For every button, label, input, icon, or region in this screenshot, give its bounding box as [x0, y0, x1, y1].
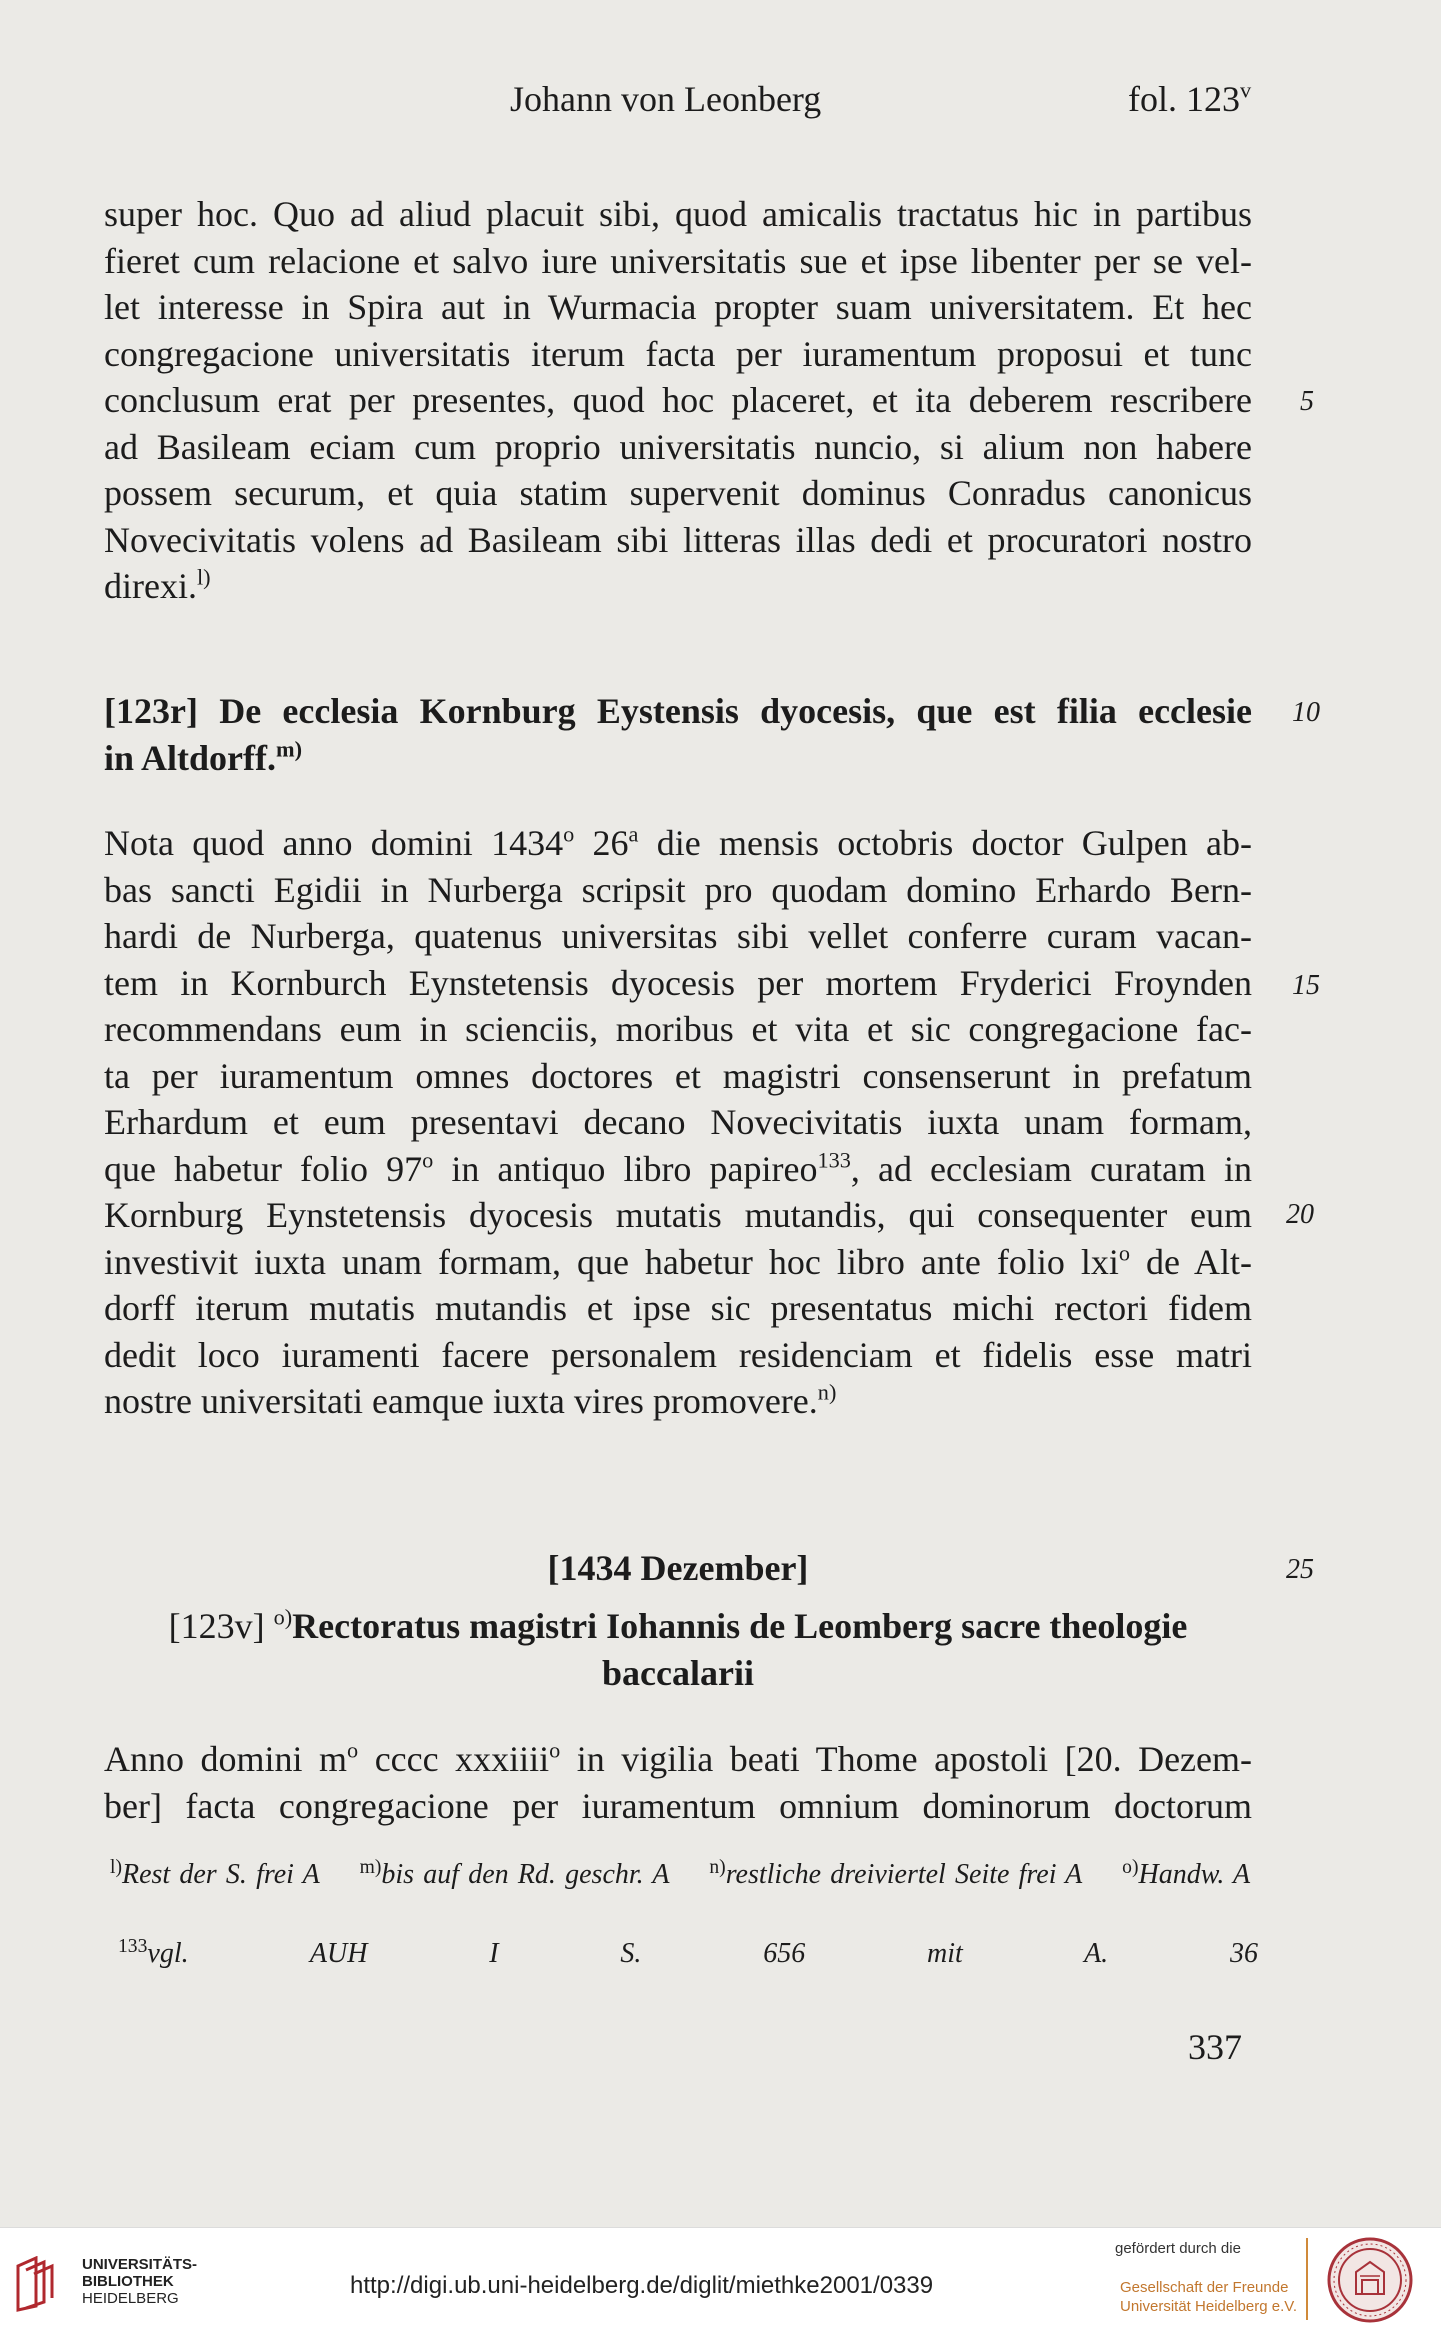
text-line: Anno domini $m^o$ cccc xxxiiii$^o$ in vigilia beati Thome apostoli [20. Dezem- [104, 1737, 1252, 1779]
running-head-title: Johann von Leonberg [510, 79, 822, 119]
text-line: recommendans eum in scienciis, moribus et vita et sic congregacione fac- [104, 1009, 1252, 1049]
text-line: tem in Kornburch Eynstetensis dyocesis per mortem Fryderici Froynden [104, 962, 1252, 1003]
friends-society-name: Gesellschaft der Freunde Universität Heidelberg e.V. [1120, 2279, 1298, 2315]
footnote-line: $^{133}$vgl. AUH I S. 656 mit A. 36 [118, 1936, 1258, 1969]
text-line: Kornburg Eynstetensis dyocesis mutatis mutandis, qui consequenter eum [104, 1195, 1252, 1235]
date-heading: [1434 Dezember] [547, 1548, 809, 1588]
text-line: bas sancti Egidii in Nurberga scripsit pro quodam domino Erhardo Bern- [104, 869, 1252, 910]
line-number: 10 [1292, 697, 1320, 728]
text-line: ber] facta congregacione per iuramentum omnium dominorum doctorum [104, 1785, 1252, 1826]
section-heading-rectoratus [104, 1603, 1252, 1696]
note-marker: l) [196, 564, 211, 590]
text-line: possem securum, et quia statim supervenit dominus Conradus canonicus [104, 473, 1252, 513]
page-number: 337 [1188, 2027, 1242, 2067]
text-line: dorff iterum mutatis mutandis et ipse sic presentatus michi rectori fidem [104, 1288, 1252, 1328]
running-head-folio: fol. 123$^v$ [1128, 77, 1252, 119]
note-marker: m) [276, 736, 303, 762]
line-number: 5 [1300, 386, 1314, 417]
text-line: Novecivitatis volens ad Basileam sibi litteras illas dedi et procuratori nostro [104, 519, 1252, 560]
note-marker: n) [817, 1379, 837, 1405]
text-line: Erhardum et eum presentavi decano Novecivitatis iuxta unam formam, [104, 1102, 1252, 1142]
text-line: congregacione universitatis iterum facta per iuramentum proposui et tunc [104, 333, 1252, 374]
text-line: dedit loco iuramenti facere personalem residenciam et fidelis esse matri [104, 1334, 1252, 1375]
paragraph-1 [104, 191, 1252, 610]
heading-line: [123r] De ecclesia Kornburg Eystensis dyocesis, que est filia ecclesie [104, 691, 1252, 731]
library-name: UNIVERSITÄTS- BIBLIOTHEK HEIDELBERG [82, 2256, 198, 2307]
heading-line: in Altdorff.$^{m)}$ [104, 736, 303, 778]
footnote-marker: 133 [817, 1147, 851, 1173]
text-line: hardi de Nurberga, quatenus universitas sibi vellet conferre curam vacan- [104, 916, 1252, 956]
university-seal-icon [1326, 2236, 1414, 2324]
line-number: 25 [1286, 1554, 1314, 1585]
text-line: fieret cum relacione et salvo iure universitatis sue et ipse libenter per se vel- [104, 240, 1252, 281]
heading-line: [123v] $^{o)}$Rectoratus magistri Iohannis de Leomberg sacre theologie [168, 1604, 1188, 1646]
footnote [118, 1934, 1258, 1974]
note-marker: o) [273, 1604, 293, 1630]
footer-banner [0, 2227, 1441, 2330]
text-line: que habetur folio 97$^o$ in antiquo libro papireo$^{133}$, ad ecclesiam curatam in [104, 1147, 1252, 1189]
sponsor-label: gefördert durch die [1115, 2240, 1241, 2257]
paragraph-2 [104, 820, 1252, 1425]
permalink-url[interactable]: http://digi.ub.uni-heidelberg.de/diglit/miethke2001/0339 [350, 2272, 934, 2299]
university-library-logo-icon [14, 2256, 66, 2312]
footer-divider [1306, 2238, 1308, 2320]
heading-line: baccalarii [602, 1652, 754, 1693]
text-line: super hoc. Quo ad aliud placuit sibi, quod amicalis tractatus hic in partibus [104, 194, 1252, 234]
line-number: 20 [1286, 1199, 1314, 1230]
text-line: conclusum erat per presentes, quod hoc placeret, et ita deberem rescribere [104, 380, 1252, 420]
text-line: ad Basileam eciam cum proprio universitatis nuncio, si alium non habere [104, 426, 1252, 467]
text-line: nostre universitati eamque iuxta vires promovere.$^{n)}$ [104, 1379, 837, 1421]
paragraph-3 [104, 1736, 1252, 1829]
apparatus-line: $^{l)}$Rest der S. frei A $^{m)}$bis auf den Rd. geschr. A $^{n)}$restliche dreiviertel Seite frei A $^{o)}$Handw. A [110, 1857, 1251, 1890]
text-line: investivit iuxta unam formam, que habetur hoc libro ante folio lxi$^o$ de Alt- [104, 1240, 1252, 1282]
text-line: direxi.$^{l)}$ [104, 564, 211, 606]
text-line: ta per iuramentum omnes doctores et magistri consenserunt in prefatum [104, 1055, 1252, 1096]
apparatus-notes [110, 1855, 1250, 1895]
line-number: 15 [1292, 970, 1320, 1001]
section-heading-kornburg [104, 688, 1252, 781]
text-line: let interesse in Spira aut in Wurmacia propter suam universitatem. Et hec [104, 287, 1252, 327]
text-line: Nota quod anno domini 1434$^o$ 26$^a$ die mensis octobris doctor Gulpen ab- [104, 821, 1252, 863]
